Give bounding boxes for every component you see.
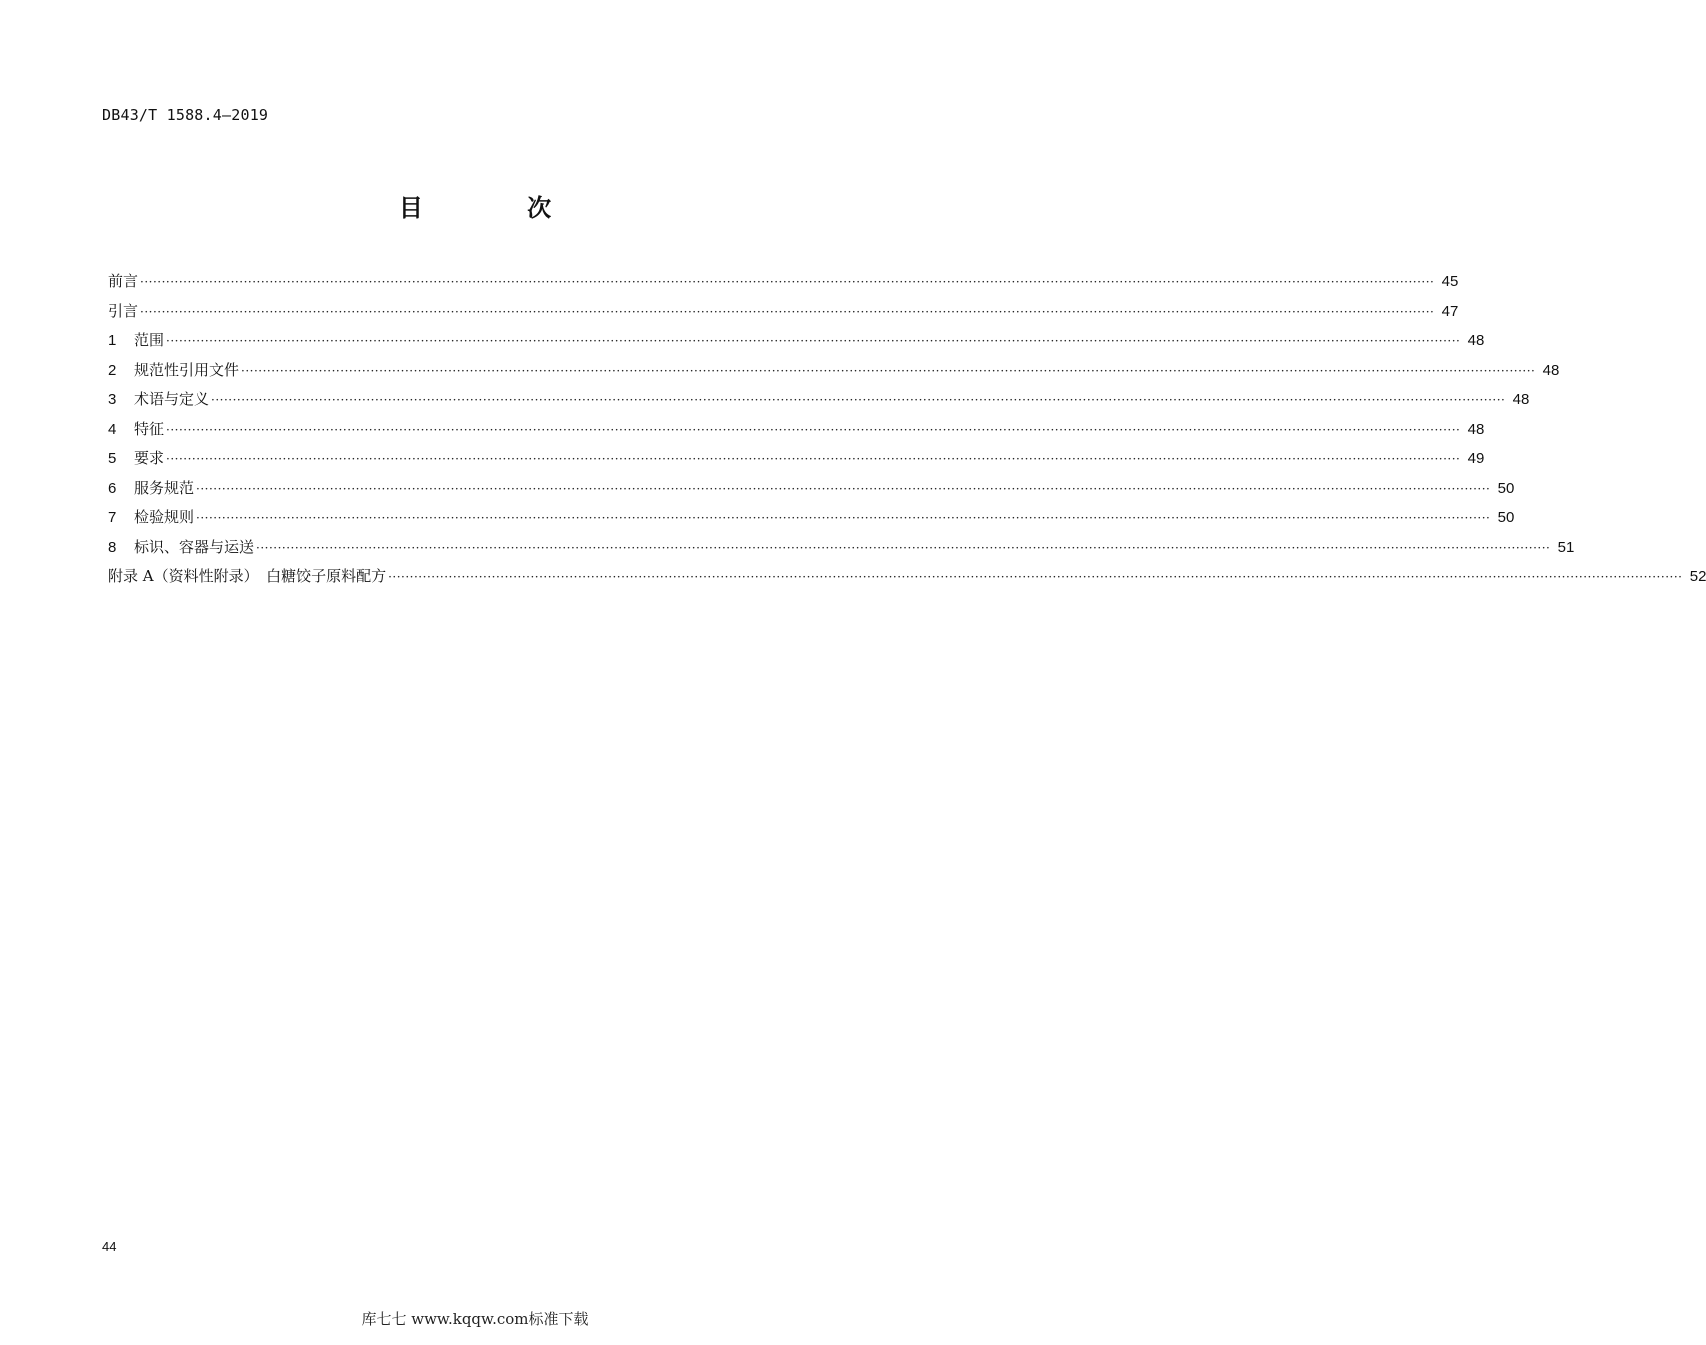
toc-entry-page: 50 [1497, 479, 1515, 497]
toc-entry-page: 51 [1557, 538, 1575, 556]
toc-entry-page: 48 [1542, 361, 1560, 379]
toc-entry-label: 服务规范 [134, 478, 195, 497]
toc-dot-leader: ············································································································································································································································································································ [241, 363, 1536, 378]
toc-dot-leader: ············································································································································································································································································································ [196, 481, 1491, 496]
toc-entry-label: 标识、容器与运送 [134, 537, 255, 556]
toc-entry-2[interactable] [108, 359, 1560, 389]
toc-dot-leader: ············································································································································································································································································································ [140, 304, 1435, 319]
toc-entry-page: 48 [1467, 420, 1485, 438]
toc-entry-number: 7 [108, 509, 117, 526]
watermark-text: 库七七 www.kqqw.com标准下载 [361, 1310, 589, 1328]
toc-entry-label: 检验规则 [134, 508, 195, 526]
toc-entry-number: 3 [108, 391, 117, 408]
page-number: 44 [102, 1239, 117, 1254]
toc-dot-leader: ············································································································································································································································································································ [140, 275, 1435, 289]
table-of-contents [108, 270, 1706, 595]
toc-entry-number: 4 [108, 420, 117, 438]
toc-entry-page: 48 [1512, 391, 1530, 408]
toc-entry-label: 特征 [134, 419, 165, 438]
toc-entry-number: 8 [108, 538, 117, 556]
toc-dot-leader: ············································································································································································································································································································ [166, 452, 1461, 466]
toc-dot-leader: ············································································································································································································································································································ [196, 511, 1491, 525]
toc-entry-foreword[interactable] [108, 270, 1459, 300]
toc-entry-number: 5 [108, 450, 117, 467]
toc-entry-4[interactable] [108, 418, 1485, 448]
toc-entry-introduction[interactable] [108, 300, 1459, 330]
toc-entry-page: 45 [1441, 273, 1459, 290]
toc-entry-label: 范围 [134, 331, 165, 349]
toc-entry-label: 要求 [134, 449, 165, 467]
toc-dot-leader: ············································································································································································································································································································ [256, 540, 1551, 555]
toc-dot-leader: ············································································································································································································································································································ [166, 422, 1461, 437]
toc-entry-label: 术语与定义 [134, 390, 210, 408]
toc-entry-number: 6 [108, 479, 117, 497]
toc-entry-page: 48 [1467, 332, 1485, 349]
toc-entry-label: 前言 [108, 272, 139, 290]
toc-entry-page: 52 [1689, 568, 1706, 585]
toc-entry-label: 附录 A（资料性附录） 白糖饺子原料配方 [108, 567, 387, 585]
toc-entry-7[interactable] [108, 506, 1515, 536]
toc-entry-page: 47 [1441, 302, 1459, 320]
toc-entry-label: 规范性引用文件 [134, 360, 240, 379]
document-code: DB43/T 1588.4—2019 [102, 106, 269, 124]
toc-entry-number: 2 [108, 361, 117, 379]
toc-dot-leader: ············································································································································································································································································································ [211, 393, 1506, 407]
toc-entry-page: 49 [1467, 450, 1485, 467]
toc-entry-6[interactable] [108, 477, 1515, 507]
toc-entry-appendix-a[interactable] [108, 565, 1706, 595]
toc-entry-number: 1 [108, 332, 117, 349]
toc-entry-3[interactable] [108, 388, 1530, 418]
toc-entry-1[interactable] [108, 329, 1485, 359]
toc-entry-5[interactable] [108, 447, 1485, 477]
page-title: 目 次 [398, 194, 600, 222]
toc-entry-page: 50 [1497, 509, 1515, 526]
toc-entry-8[interactable] [108, 536, 1575, 566]
toc-dot-leader: ············································································································································································································································································································ [166, 334, 1461, 348]
toc-dot-leader: ············································································································································································································································································································ [388, 570, 1683, 584]
toc-entry-label: 引言 [108, 301, 139, 320]
